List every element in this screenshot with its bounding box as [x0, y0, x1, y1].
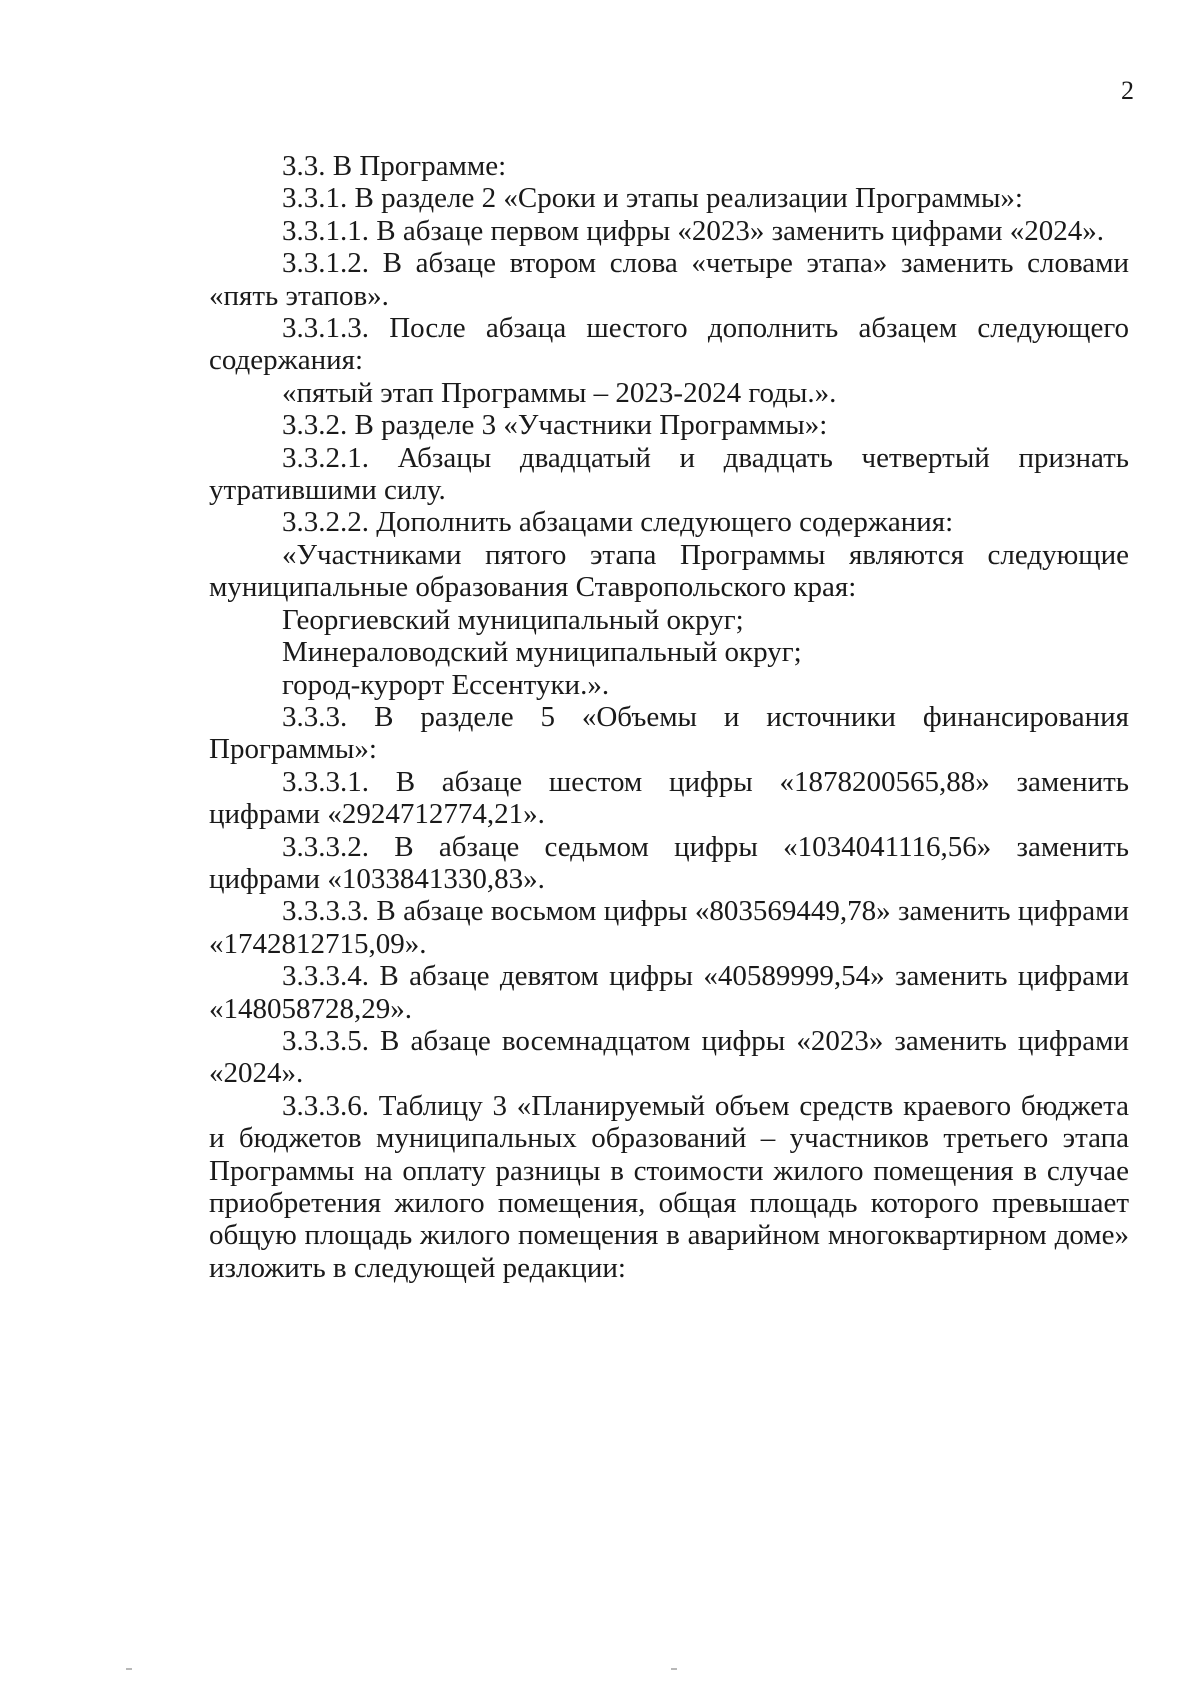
clause-3-3-3-2: 3.3.3.2. В абзаце седьмом цифры «1034041116,56» заменить цифрами «1033841330,83». [209, 830, 1129, 895]
page-number: 2 [1121, 76, 1134, 105]
clause-3-3-2: 3.3.2. В разделе 3 «Участники Программы»: [282, 409, 828, 442]
participant-georgievsky: Георгиевский муниципальный округ; [282, 603, 744, 636]
scan-artifact [671, 1668, 677, 1670]
clause-3-3: 3.3. В Программе: [282, 150, 507, 182]
clause-3-3-1: 3.3.1. В разделе 2 «Сроки и этапы реализации Программы»: [282, 182, 1023, 215]
clause-3-3-3-3: 3.3.3.3. В абзаце восьмом цифры «803569449,78» заменить цифрами «1742812715,09». [209, 895, 1129, 960]
clause-3-3-3-4: 3.3.3.4. В абзаце девятом цифры «40589999,54» заменить цифрами «148058728,29». [209, 960, 1129, 1025]
clause-3-3-3: 3.3.3. В разделе 5 «Объемы и источники финансирования Программы»: [209, 700, 1129, 766]
clause-3-3-3-5: 3.3.3.5. В абзаце восемнадцатом цифры «2023» заменить цифрами «2024». [209, 1024, 1129, 1090]
participant-mineralovodsky: Минераловодский муниципальный округ; [282, 636, 802, 669]
clause-3-3-2-1: 3.3.2.1. Абзацы двадцатый и двадцать четвертый признать утратившими силу. [209, 441, 1129, 507]
quoted-fifth-stage: «пятый этап Программы – 2023-2024 годы.». [282, 376, 837, 409]
clause-3-3-3-6: 3.3.3.6. Таблицу 3 «Планируемый объем средств краевого бюджета и бюджетов муниципальных образований – участников третьего этапа Программы на оплату разницы в стоимости жилого помещения в случае приобретения жилого помещения, общая площадь которого превышает общую площадь жилого помещения в аварийном многоквартирном доме» изложить в следующей редакции: [209, 1089, 1129, 1284]
clause-3-3-2-2: 3.3.2.2. Дополнить абзацами следующего содержания: [282, 506, 954, 539]
scan-artifact [126, 1668, 132, 1670]
clause-3-3-1-1: 3.3.1.1. В абзаце первом цифры «2023» заменить цифрами «2024». [282, 214, 1104, 247]
clause-3-3-1-2: 3.3.1.2. В абзаце втором слова «четыре этапа» заменить словами «пять этапов». [209, 247, 1129, 312]
document-body [209, 150, 1129, 1284]
clause-3-3-3-1: 3.3.3.1. В абзаце шестом цифры «1878200565,88» заменить цифрами «2924712774,21». [209, 765, 1129, 831]
clause-3-3-1-3: 3.3.1.3. После абзаца шестого дополнить абзацем следующего содержания: [209, 312, 1129, 377]
participant-essentuki: город-курорт Ессентуки.». [282, 668, 610, 701]
quoted-participants-intro: «Участниками пятого этапа Программы являются следующие муниципальные образования Ставропольского края: [209, 538, 1129, 604]
